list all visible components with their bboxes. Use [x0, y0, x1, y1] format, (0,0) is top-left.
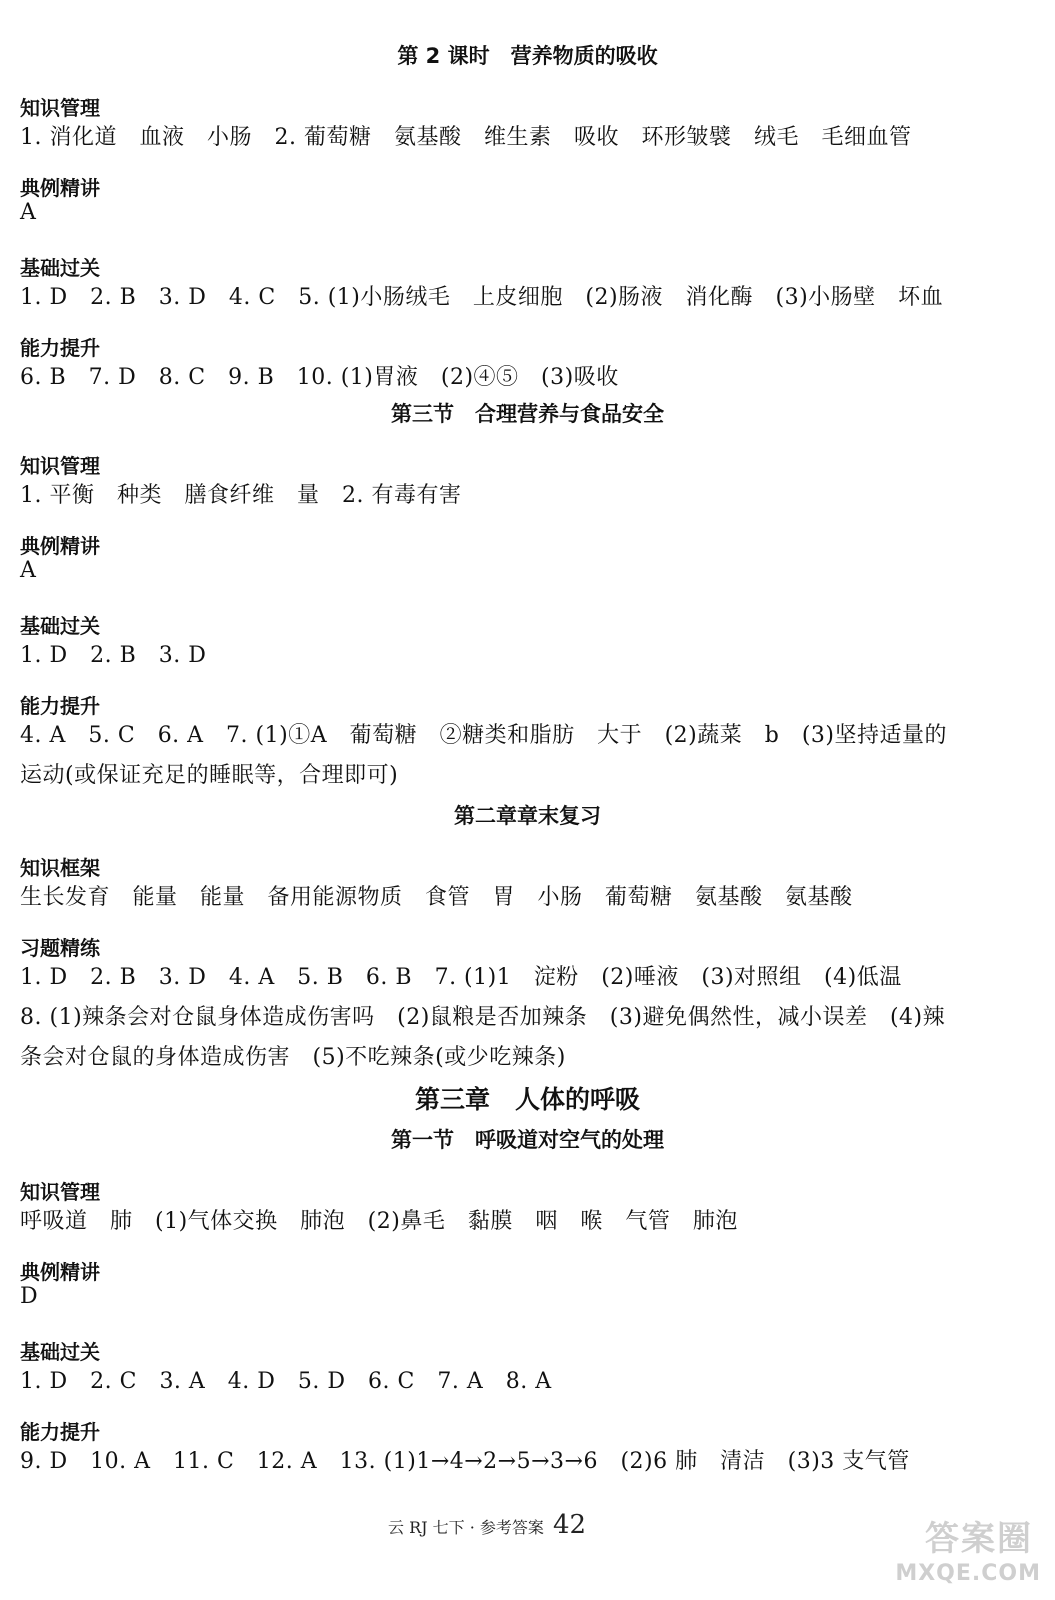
answer-line: 9. D 10. A 11. C 12. A 13. (1)1→4→2→5→3→6 (2)6 肺 清洁 (3)3 支气管 [20, 1449, 910, 1474]
answer-line: 生长发育 能量 能量 备用能源物质 食管 胃 小肠 葡萄糖 氨基酸 氨基酸 [20, 885, 853, 910]
subsection-heading: 能力提升 [20, 336, 100, 360]
subsection-heading: 典例精讲 [20, 176, 100, 200]
subsection-heading: 知识框架 [20, 856, 100, 880]
answer-line: 6. B 7. D 8. C 9. B 10. (1)胃液 (2)④⑤ (3)吸收 [20, 365, 619, 390]
subsection-heading: 能力提升 [20, 694, 100, 718]
footer-label: 云 RJ 七下 · 参考答案 [388, 1518, 544, 1537]
watermark-url: MXQE.COM [895, 1561, 1041, 1586]
subsection-heading: 知识管理 [20, 1180, 100, 1204]
answer-line: 1. 消化道 血液 小肠 2. 葡萄糖 氨基酸 维生素 吸收 环形皱襞 绒毛 毛细血管 [20, 125, 912, 150]
subsection-heading: 知识管理 [20, 96, 100, 120]
subsection-heading: 典例精讲 [20, 1260, 100, 1284]
answer-line: 呼吸道 肺 (1)气体交换 肺泡 (2)鼻毛 黏膜 咽 喉 气管 肺泡 [20, 1209, 738, 1234]
answer-line: 8. (1)辣条会对仓鼠身体造成伤害吗 (2)鼠粮是否加辣条 (3)避免偶然性，减小误差 (4)辣 [20, 1005, 946, 1030]
answer-line: 条会对仓鼠的身体造成伤害 (5)不吃辣条(或少吃辣条) [20, 1045, 566, 1070]
subsection-heading: 基础过关 [20, 614, 100, 638]
answer-line: 1. D 2. B 3. D [20, 643, 207, 668]
watermark-logo [891, 1511, 1041, 1586]
answer-line: 1. D 2. B 3. D 4. C 5. (1)小肠绒毛 上皮细胞 (2)肠液 消化酶 (3)小肠壁 坏血 [20, 285, 944, 310]
section-title: 第二章章末复习 [454, 804, 601, 828]
answer-line: 1. D 2. B 3. D 4. A 5. B 6. B 7. (1)1 淀粉 (2)唾液 (3)对照组 (4)低温 [20, 965, 902, 990]
section-title: 第一节 呼吸道对空气的处理 [391, 1128, 664, 1152]
answer-line: D [20, 1284, 39, 1309]
answer-line: 1. D 2. C 3. A 4. D 5. D 6. C 7. A 8. A [20, 1369, 552, 1394]
answer-line: A [20, 558, 37, 583]
page-footer [388, 1510, 586, 1540]
section-title: 第三节 合理营养与食品安全 [391, 402, 664, 426]
answer-line: A [20, 200, 37, 225]
answer-line: 运动(或保证充足的睡眠等，合理即可) [20, 763, 399, 788]
chapter-title: 第三章 人体的呼吸 [414, 1085, 640, 1114]
answer-line: 1. 平衡 种类 膳食纤维 量 2. 有毒有害 [20, 483, 462, 508]
subsection-heading: 习题精练 [20, 936, 100, 960]
answer-line: 4. A 5. C 6. A 7. (1)①A 葡萄糖 ②糖类和脂肪 大于 (2)蔬菜 b (3)坚持适量的 [20, 723, 948, 748]
subsection-heading: 典例精讲 [20, 534, 100, 558]
watermark-text: 答案圈 [925, 1519, 1033, 1559]
subsection-heading: 基础过关 [20, 256, 100, 280]
subsection-heading: 能力提升 [20, 1420, 100, 1444]
page-number: 42 [553, 1510, 587, 1540]
section-title: 第 2 课时 营养物质的吸收 [397, 44, 658, 68]
subsection-heading: 知识管理 [20, 454, 100, 478]
subsection-heading: 基础过关 [20, 1340, 100, 1364]
